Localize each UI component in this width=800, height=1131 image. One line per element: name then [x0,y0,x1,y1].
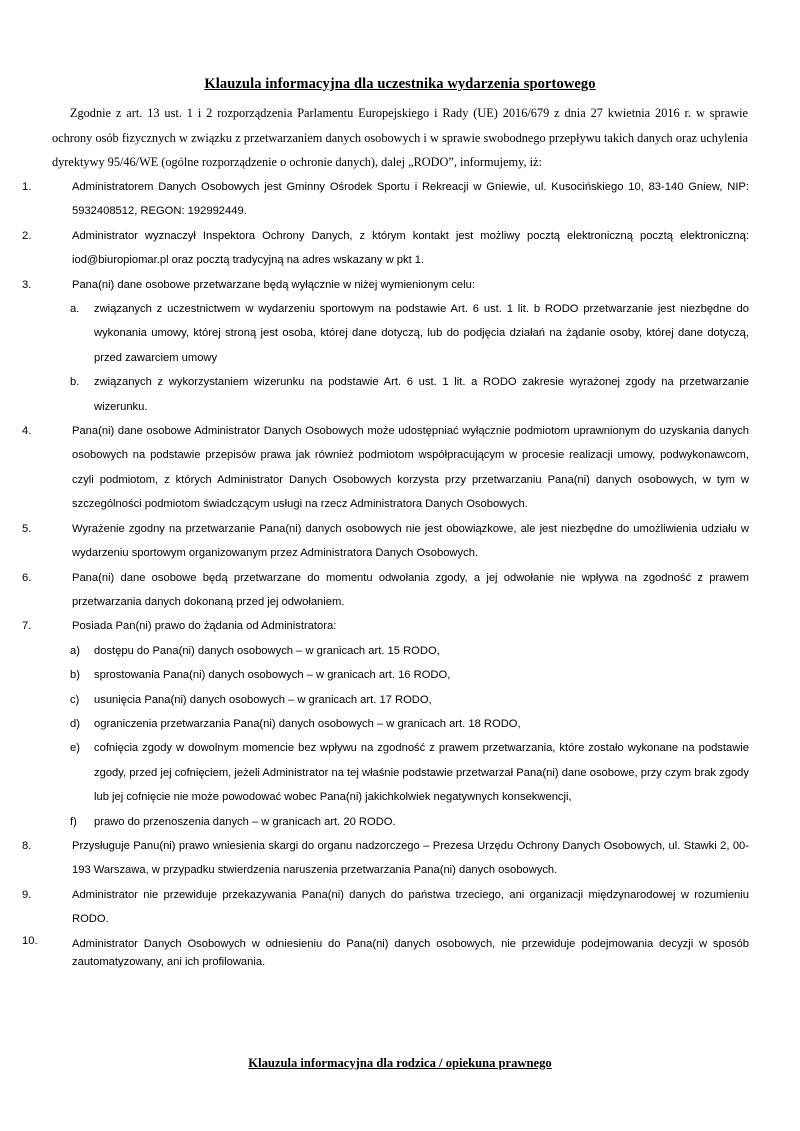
clause-text: Przysługuje Panu(ni) prawo wniesienia skargi do organu nadzorczego – Prezesa Urzędu Ochrony Danych Osobowych, ul. Stawki 2, 00-193 Warszawa, w przypadku stwierdzenia naruszenia przetwarzania Pana(ni) danych osobowych. [72,839,749,877]
subitem-letter: c) [70,693,80,706]
subitem-text: usunięcia Pana(ni) danych osobowych – w granicach art. 17 RODO, [94,693,432,706]
subitem-letter: b) [70,669,80,682]
subitem-letter: f) [70,815,77,828]
parent-clause-title: Klauzula informacyjna dla rodzica / opiekuna prawnego [248,1056,552,1070]
clause-number: 8. [22,839,32,852]
subitem-letter: a. [70,303,80,316]
clause-number: 3. [22,278,32,291]
subitem-text: związanych z wykorzystaniem wizerunku na podstawie Art. 6 ust. 1 lit. a RODO zakresie wyrażonej zgody na przetwarzanie wizerunku. [94,376,749,413]
subitem-text: związanych z uczestnictwem w wydarzeniu sportowym na podstawie Art. 6 ust. 1 lit. b RODO przetwarzanie jest niezbędne do wykonania umowy, której stroną jest osoba, której dane dotyczą, lub do podjęcia działań na żądanie osoby, której dane dotyczą, przed zawarciem umowy [94,303,749,364]
clause-subitem-7c [70,688,749,712]
clause-number: 10. [22,934,38,947]
clause-text: Pana(ni) dane osobowe przetwarzane będą wyłącznie w niżej wymienionym celu: [72,278,475,291]
clause-text: Posiada Pan(ni) prawo do żądania od Administratora: [72,620,337,633]
clause-text: Administrator Danych Osobowych w odniesieniu do Pana(ni) danych osobowych, nie przewiduje podejmowania decyzji w sposób zautomatyzowany, ani ich profilowania. [72,937,749,968]
clause-subitem-7d [70,712,749,736]
clause-text: Wyrażenie zgodny na przetwarzanie Pana(ni) danych osobowych nie jest obowiązkowe, ale jest niezbędne do umożliwienia udziału w wydarzeniu sportowym organizowanym przez Administratora Danych Osobowych. [72,522,749,560]
clause-item-2 [22,224,749,273]
clause-subitem-7f [70,810,749,834]
clause-subitem-3a [70,297,749,370]
subitem-text: sprostowania Pana(ni) danych osobowych – w granicach art. 16 RODO, [94,669,451,682]
clause-text: Pana(ni) dane osobowe będą przetwarzane do momentu odwołania zgody, a jej odwołanie nie wpływa na zgodność z prawem przetwarzania danych dokonaną przed jej odwołaniem. [72,571,749,608]
subitem-text: ograniczenia przetwarzania Pana(ni) danych osobowych – w granicach art. 18 RODO, [94,717,521,730]
clause-item-7 [22,614,749,638]
clause-subitem-7a [70,639,749,663]
clause-item-8 [22,834,749,883]
subitem-text: dostępu do Pana(ni) danych osobowych – w granicach art. 15 RODO, [94,644,440,657]
clause-item-1 [22,175,749,224]
clause-item-10 [22,932,749,974]
clause-number: 4. [22,425,32,438]
clause-number: 7. [22,620,32,633]
document-title: Klauzula informacyjna dla uczestnika wydarzenia sportowego [204,76,596,92]
clause-text: Administratorem Danych Osobowych jest Gminny Ośrodek Sportu i Rekreacji w Gniewie, ul. Kusocińskiego 10, 83-140 Gniew, NIP: 5932408512, REGON: 192992449. [72,181,749,218]
clause-text: Pana(ni) dane osobowe Administrator Danych Osobowych może udostępniać wyłącznie podmiotom uprawnionym do uzyskania danych osobowych na podstawie przepisów prawa jak również podmiotom współpracującym w procesie realizacji umowy, podwykonawcom, czyli podmiotom, z których Administrator Danych Osobowych korzysta przy przetwarzaniu Pana(ni) danych osobowych, w tym w szczególności podmiotom świadczącym usługi na rzecz Administratora Danych Osobowych. [72,425,749,511]
clause-subitem-7e [70,736,749,809]
clause-text: Administrator nie przewiduje przekazywania Pana(ni) danych do państwa trzeciego, ani organizacji międzynarodowej w rozumieniu RODO. [72,888,749,926]
subitem-letter: d) [70,717,80,730]
subitem-text: prawo do przenoszenia danych – w granicach art. 20 RODO. [94,815,396,828]
clause-item-9 [22,883,749,932]
subitem-text: cofnięcia zgody w dowolnym momencie bez wpływu na zgodność z prawem przetwarzania, które zostało wykonane na podstawie zgody, przed jej cofnięciem, jeżeli Administrator na tej właśnie podstawie przetwarzał Pana(ni) dane osobowe, przy czym brak zgody lub jej cofnięcie nie może powodować wobec Pana(ni) jakichkolwiek negatywnych konsekwencji, [94,742,749,804]
subitem-letter: b. [70,376,80,389]
clause-item-4 [22,419,749,517]
clause-number: 5. [22,522,32,535]
clause-text: Administrator wyznaczył Inspektora Ochrony Danych, z którym kontakt jest możliwy pocztą elektroniczną pocztą elektroniczną: iod@biuropiomar.pl oraz pocztą tradycyjną na adres wskazany w pkt 1. [72,229,749,267]
clause-subitem-3b [70,370,749,419]
clause-number: 6. [22,571,32,584]
clause-number: 9. [22,888,32,901]
clause-item-3 [22,273,749,297]
clause-number: 1. [22,181,32,193]
clause-list [0,175,800,974]
clause-number: 2. [22,229,32,242]
subitem-letter: a) [70,644,80,657]
subitem-letter: e) [70,742,80,755]
clause-item-6 [22,566,749,615]
clause-subitem-7b [70,663,749,687]
clause-item-5 [22,517,749,566]
intro-paragraph: Zgodnie z art. 13 ust. 1 i 2 rozporządzenia Parlamentu Europejskiego i Rady (UE) 2016/679 z dnia 27 kwietnia 2016 r. w sprawie ochrony osób fizycznych w związku z przetwarzaniem danych osobowych i w sprawie swobodnego przepływu takich danych oraz uchylenia dyrektywy 95/46/WE (ogólne rozporządzenie o ochronie danych), dalej „RODO”, informujemy, iż: [52,106,748,169]
